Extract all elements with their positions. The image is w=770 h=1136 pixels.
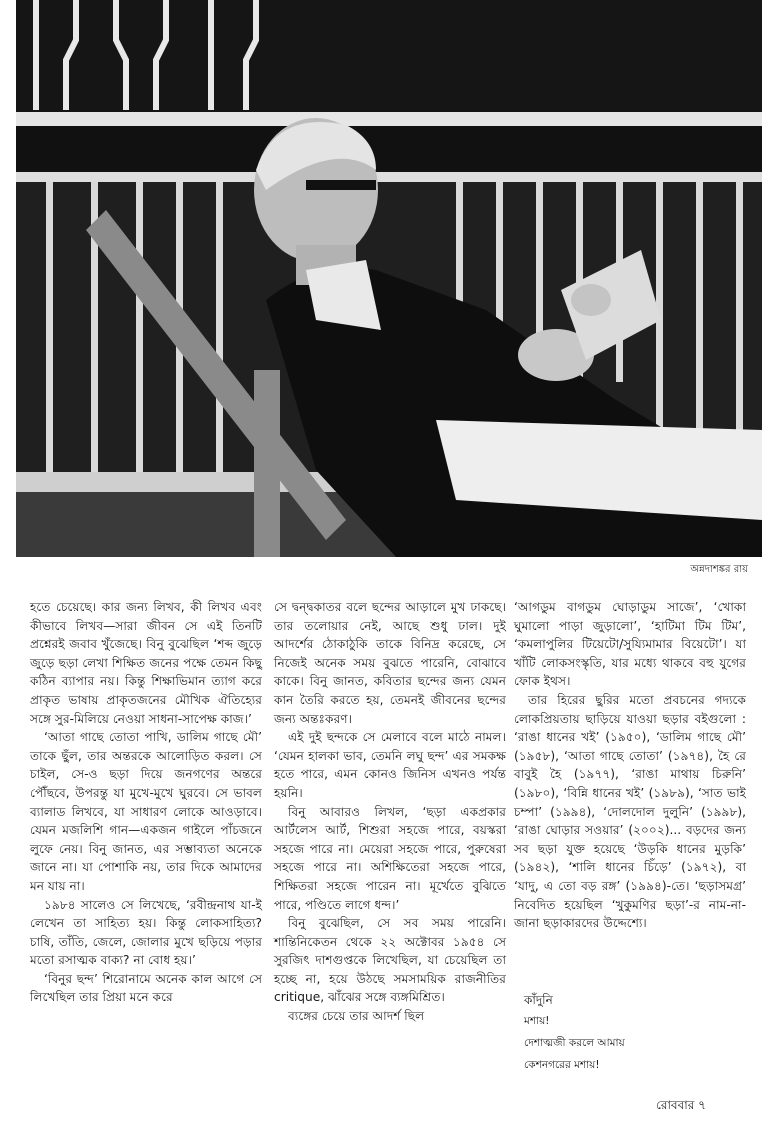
author-photo xyxy=(16,0,762,557)
article-column-1 xyxy=(30,598,262,1007)
paragraph: ‘আতা গাছে তোতা পাখি, ডালিম গাছে মৌ’ তাকে ছুঁল, তার অন্তরকে আলোড়িত করল। সে চাইল, সে-ও ছড়া দিয়ে জনগণের অন্তরে পৌঁছবে, উপরন্তু যা মুখে-মুখে ঘুরবে। সে ভাবল ব্যালাড লিখবে, যা সাধারণ লোকে আওড়াবে। যেমন মজলিশি গান—একজন গাইলে পাঁচজনে লুফে নেয়। বিনু জানত, এর সম্ভাব্যতা অনেকে জানে না। যা পোশাকি নয়, তার দিকে আমাদের মন যায় না। xyxy=(30,730,262,893)
page-folio: রোববার ৭ xyxy=(655,1098,706,1112)
paragraph: সে দ্বন্দ্বকাতর বলে ছন্দের আড়ালে মুখ ঢাকছে। তার তলোয়ার নেই, আছে শুধু ঢাল। দুই আদর্শের ঠোকাঠুকি তাকে বিনিদ্র করেছে, সে নিজেই অনেক সময় বুঝতে পারেনি, বোঝাবে কাকে। বিনু জানত, কবিতার ছন্দের জন্য যেমন কান তৈরি করতে হয়, তেমনই জীবনের ছন্দের জন্য অন্তঃকরণ। xyxy=(274,600,506,726)
poem-line: মশায়! xyxy=(524,1015,550,1027)
poem-line: দেশাত্মজী করলে আমায় xyxy=(524,1037,625,1049)
paragraph: এই দুই ছন্দকে সে মেলাবে বলে মাঠে নামল। ‘যেমন হালকা ভাব, তেমনি লঘু ছন্দ’ এর সমকক্ষ হতে পারে, এমন কোনও জিনিস এখনও পর্যন্ত হয়নি। xyxy=(274,730,506,800)
paragraph: হতে চেয়েছে। কার জন্য লিখব, কী লিখব এবং কীভাবে লিখব—সারা জীবন সে এই তিনটি প্রশ্নেরই জবাব খুঁজেছে। বিনু বুঝেছিল ‘শব্দ জুড়ে জুড়ে ছড়া লেখা শিক্ষিত জনের পক্ষে তেমন কিছু কঠিন ব্যাপার নয়। কিন্তু শিক্ষাভিমান ত্যাগ করে প্রাকৃত ভাষায় প্রাকৃতজনের মৌখিক ঐতিহ্যের সঙ্গে সুর-মিলিয়ে নেওয়া সাধনা-সাপেক্ষ কাজ।’ xyxy=(30,600,262,726)
paragraph: ১৯৮৪ সালেও সে লিখেছে, ‘রবীন্দ্রনাথ যা-ই লেখেন তা সাহিত্য হয়। কিন্তু লোকসাহিত্য? চাষি, তাঁতি, জেলে, জোলার মুখে ছড়িয়ে পড়ার মতো রসাত্মক বাক্য? না বোধ হয়।’ xyxy=(30,897,262,968)
paragraph: ব্যঙ্গের চেয়ে তার আদর্শ ছিল xyxy=(288,1009,425,1024)
article-column-2 xyxy=(274,598,506,1026)
paragraph: বিনু বুঝেছিল, সে সব সময় পারেনি। শান্তিনিকেতন থেকে ২২ অক্টোবর ১৯৫৪ সে সুরজিৎ দাশগুপ্তকে লিখেছিল, যা চেয়েছিল তা হচ্ছে না, হয়ে উঠছে সমসাময়িক রাজনীতির critique, ঝাঁঝের সঙ্গে ব্যঙ্গমিশ্রিত। xyxy=(274,916,506,1005)
paragraph: তার হিরের ছুরির মতো প্রবচনের গদ্যকে লোকপ্রিয়তায় ছাড়িয়ে যাওয়া ছড়ার বইগুলো : ‘রাঙা ধানের খই’ (১৯৫০), ‘ডালিম গাছে মৌ’ (১৯৫৮), ‘আতা গাছে তোতা’ (১৯৭৪), হৈ রে বাবুই হৈ (১৯৭৭), ‘রাঙা মাথায় চিরুনি’ (১৯৮০), ‘বিন্নি ধানের খই’ (১৯৮৯), ‘সাত ভাই চম্পা’ (১৯৯৪), ‘দোলদোল দুলুনি’ (১৯৯৮), ‘রাঙা ঘোড়ার সওয়ার’ (২০০২)... বড়দের জন্য সব ছড়া যুক্ত হয়েছে ‘উড়কি ধানের মুড়কি’ (১৯৪২), ‘শালি ধানের চিঁড়ে’ (১৯৭২), বা ‘যাদু, এ তো বড় রঙ্গ’ (১৯৯৪)-তে। ‘ছড়াসমগ্র’ নিবেদিত হয়েছিল ‘খুকুমণির ছড়া’-র নাম-না-জানা ছড়াকারদের উদ্দেশ্যে। xyxy=(514,692,746,931)
photo-caption: অন্নদাশঙ্কর রায় xyxy=(690,564,748,575)
poem-title: কাঁদুনি xyxy=(524,993,553,1007)
paragraph: ‘আগডুম বাগডুম ঘোড়াডুম সাজে’, ‘খোকা ঘুমালো পাড়া জুড়ালো’, ‘হাটিমা টিম টিম’, ‘কমলাপুলির টিয়েটো/সুয্যিমামার বিয়েটো’। যা খাঁটি লোকসংস্কৃতি, যার মধ্যে থাকবে বহু যুগের ফোক ইথস। xyxy=(514,600,746,689)
poem-line: কেশনগরের মশায়! xyxy=(524,1059,600,1071)
poem-excerpt xyxy=(524,990,744,1076)
article-column-3 xyxy=(514,598,746,933)
paragraph: বিনু আবারও লিখল, ‘ছড়া একপ্রকার আর্টলেস আর্ট, শিশুরা সহজে পারে, বয়স্করা সহজে পারে না। মেয়েরা সহজে পারে, পুরুষেরা সহজে পারে না। অশিক্ষিতেরা সহজে পারে, শিক্ষিতরা সহজে পারেন না। মূর্খেতে বুঝিতে পারে, পণ্ডিতে লাগে ধন্দ।’ xyxy=(274,804,506,912)
paragraph: ‘বিনুর ছন্দ’ শিরোনামে অনেক কাল আগে সে লিখেছিল তার প্রিয়া মনে করে xyxy=(30,971,262,1005)
